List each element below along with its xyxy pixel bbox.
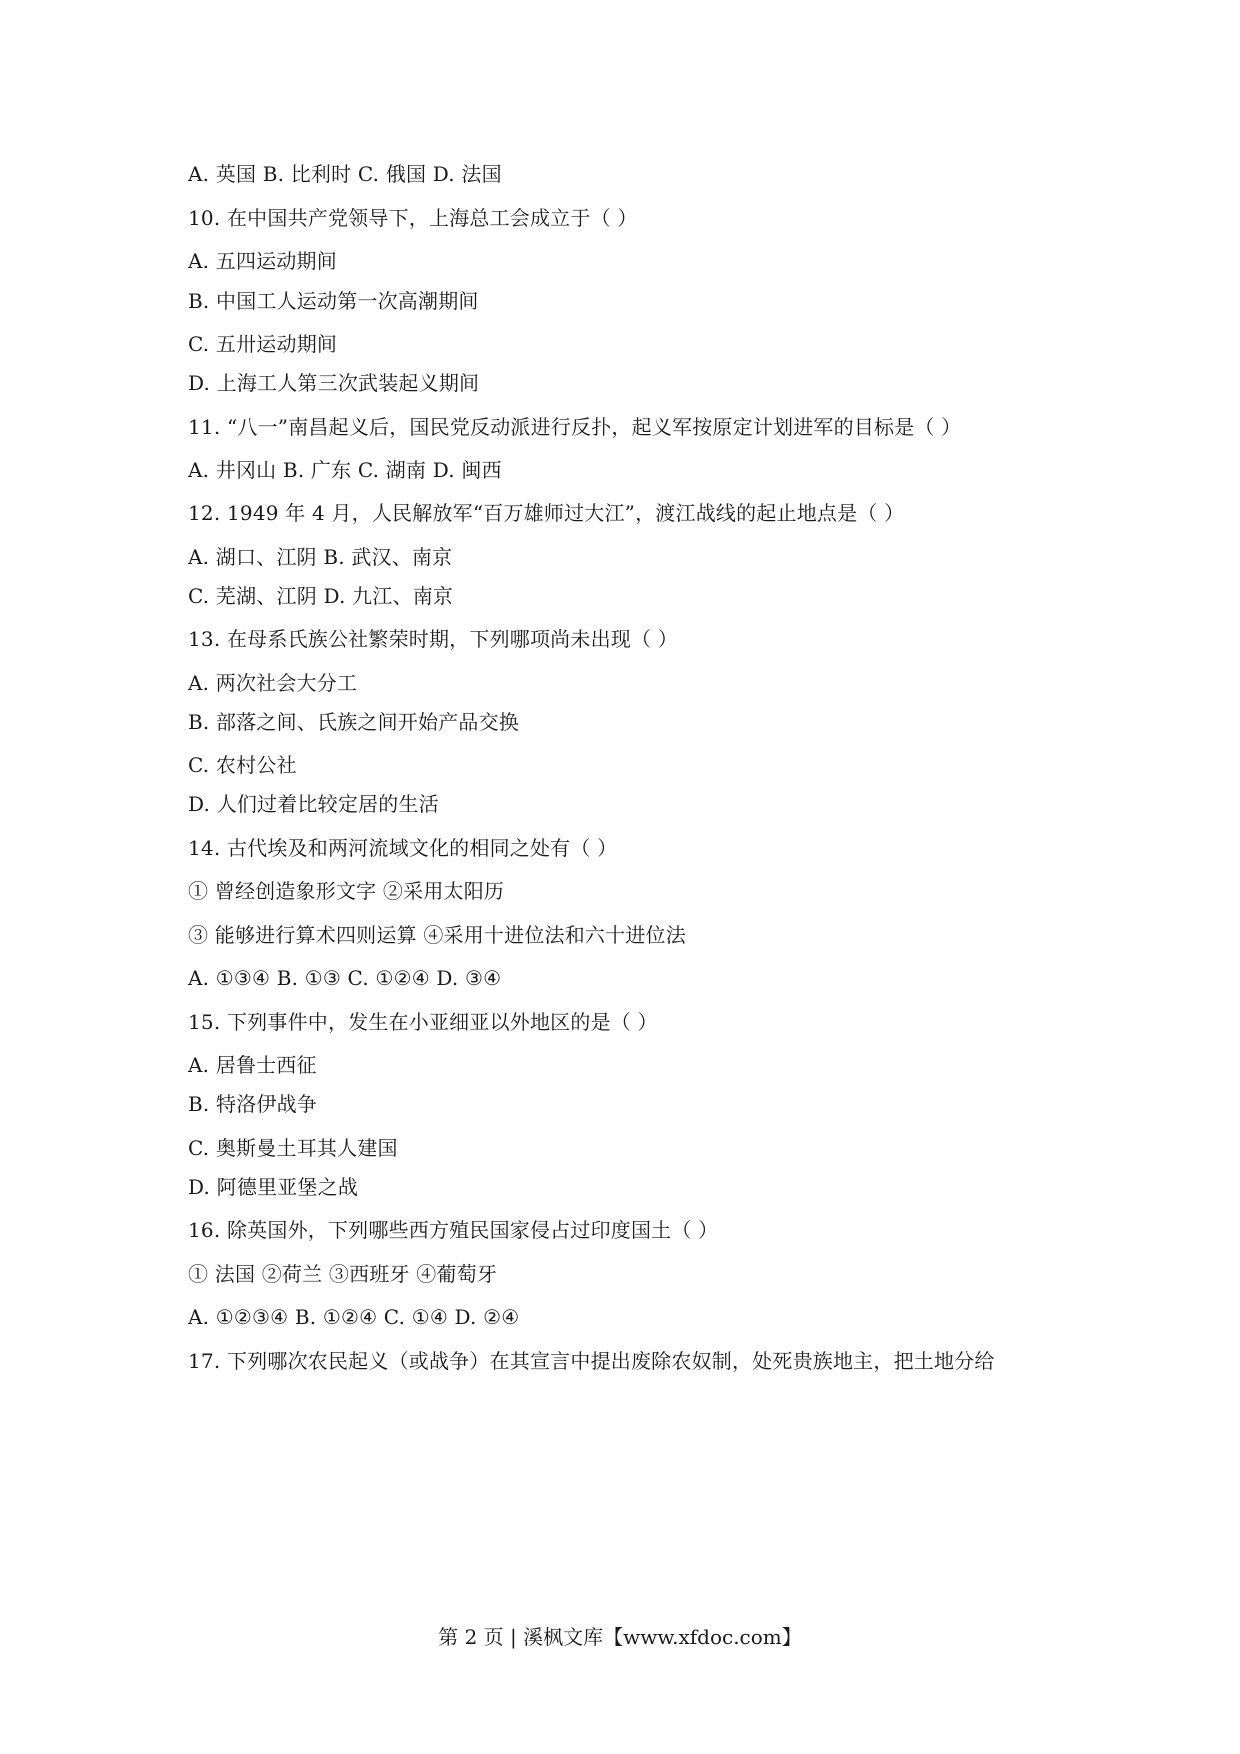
question-line: 16. 除英国外，下列哪些西方殖民国家侵占过印度国土（ ） xyxy=(188,1218,719,1242)
option-line: C. 五卅运动期间 xyxy=(188,332,338,356)
question-line: 14. 古代埃及和两河流域文化的相同之处有（ ） xyxy=(188,836,618,860)
statement-line: ① 法国 ②荷兰 ③西班牙 ④葡萄牙 xyxy=(188,1262,498,1286)
option-line: B. 中国工人运动第一次高潮期间 xyxy=(188,289,479,313)
option-line: D. 上海工人第三次武装起义期间 xyxy=(188,371,480,395)
option-line: B. 特洛伊战争 xyxy=(188,1092,318,1116)
option-line: A. 湖口、江阴 B. 武汉、南京 xyxy=(188,545,453,569)
page-footer: 第 2 页 | 溪枫文库【www.xfdoc.com】 xyxy=(438,1625,802,1649)
text-line: A. 英国 B. 比利时 C. 俄国 D. 法国 xyxy=(188,162,502,186)
question-line: 10. 在中国共产党领导下，上海总工会成立于（ ） xyxy=(188,206,638,230)
option-line: D. 人们过着比较定居的生活 xyxy=(188,792,439,816)
question-line: 12. 1949 年 4 月，人民解放军“百万雄师过大江”，渡江战线的起止地点是（ ） xyxy=(188,501,905,525)
option-line: A. 居鲁士西征 xyxy=(188,1053,317,1077)
question-line: 11. “八一”南昌起义后，国民党反动派进行反扑，起义军按原定计划进军的目标是（ ） xyxy=(188,415,962,439)
option-line: C. 芜湖、江阴 D. 九江、南京 xyxy=(188,584,454,608)
option-line: B. 部落之间、氏族之间开始产品交换 xyxy=(188,710,520,734)
option-line: D. 阿德里亚堡之战 xyxy=(188,1175,359,1199)
option-line: A. ①②③④ B. ①②④ C. ①④ D. ②④ xyxy=(188,1305,520,1329)
question-line: 13. 在母系氏族公社繁荣时期，下列哪项尚未出现（ ） xyxy=(188,627,678,651)
statement-line: ③ 能够进行算术四则运算 ④采用十进位法和六十进位法 xyxy=(188,923,686,947)
option-line: A. ①③④ B. ①③ C. ①②④ D. ③④ xyxy=(188,966,502,990)
option-line: A. 两次社会大分工 xyxy=(188,671,358,695)
option-line: C. 奥斯曼土耳其人建国 xyxy=(188,1136,398,1160)
option-line: A. 井冈山 B. 广东 C. 湖南 D. 闽西 xyxy=(188,458,502,482)
statement-line: ① 曾经创造象形文字 ②采用太阳历 xyxy=(188,879,505,903)
option-line: C. 农村公社 xyxy=(188,753,297,777)
question-line: 17. 下列哪次农民起义（或战争）在其宣言中提出废除农奴制，处死贵族地主，把土地分给 xyxy=(188,1349,995,1373)
option-line: A. 五四运动期间 xyxy=(188,249,337,273)
question-line: 15. 下列事件中，发生在小亚细亚以外地区的是（ ） xyxy=(188,1010,658,1034)
